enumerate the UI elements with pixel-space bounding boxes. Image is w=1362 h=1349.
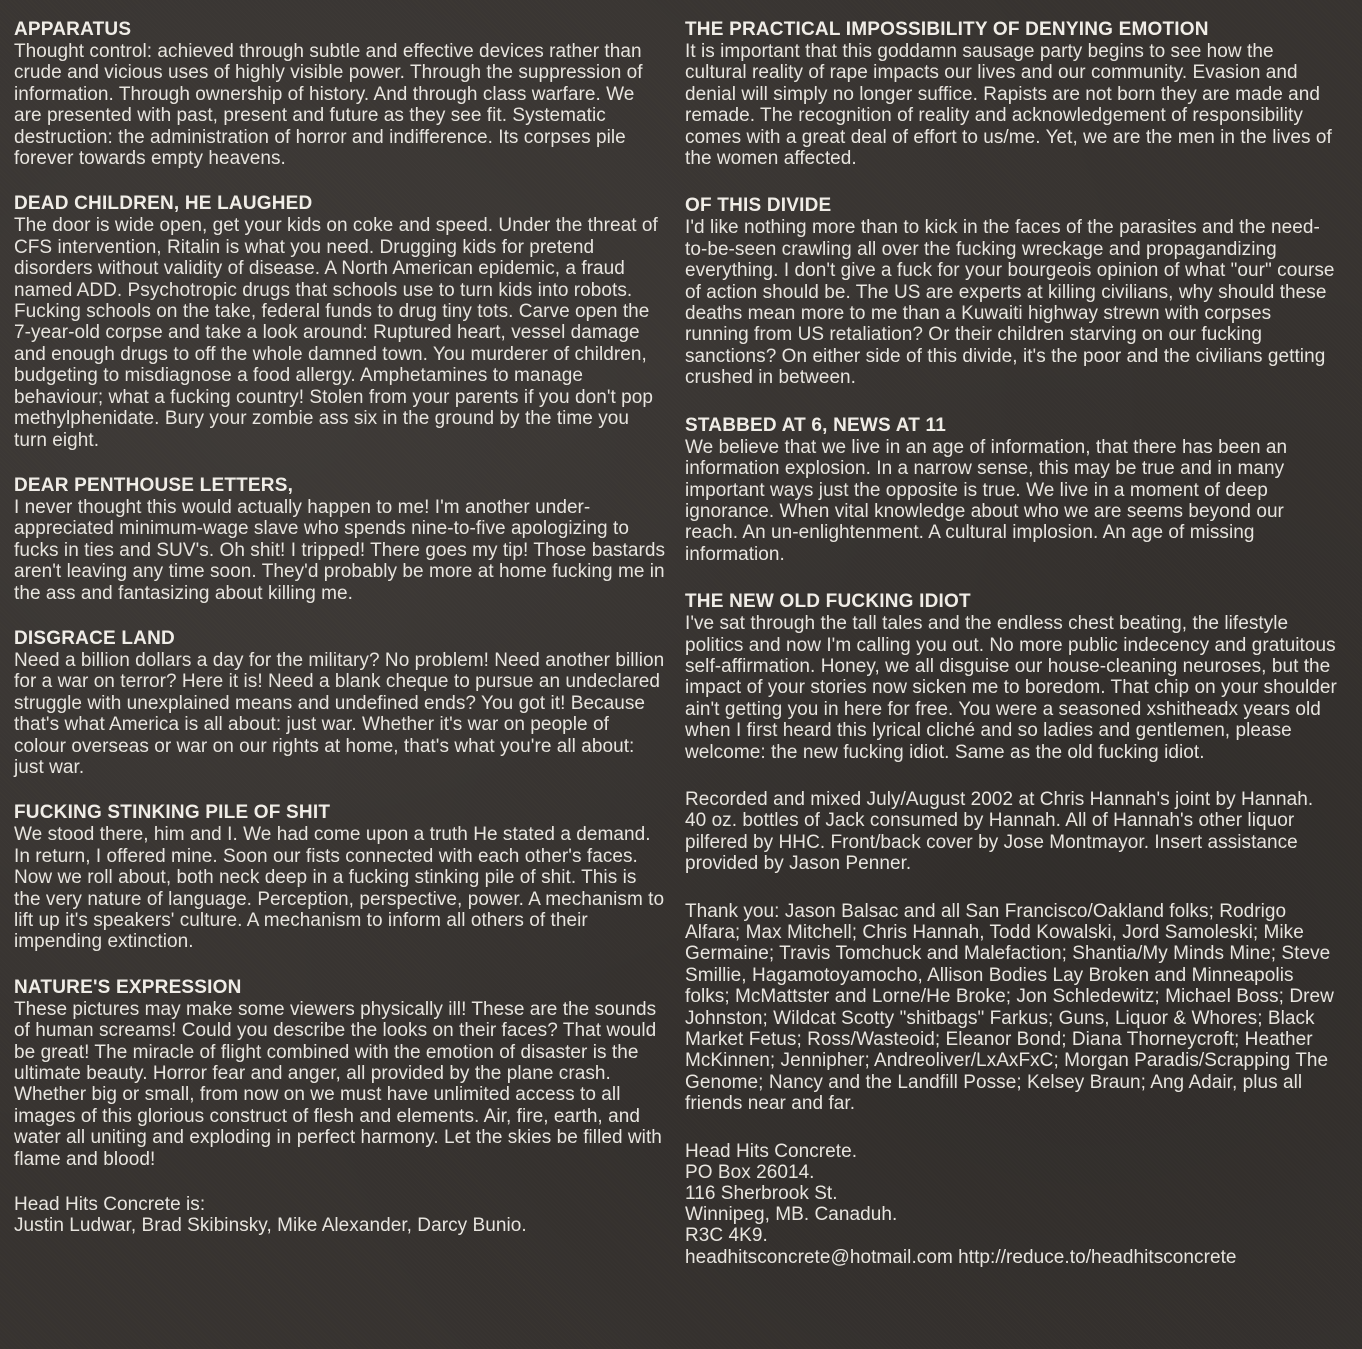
song-apparatus [14,19,666,169]
song-title: THE PRACTICAL IMPOSSIBILITY OF DENYING EMOTION [685,19,1209,40]
song-lyrics: We stood there, him and I. We had come upon a truth He stated a demand. In return, I offered mine. Soon our fists connected with each other's faces. Now we roll about, both neck deep in a fucking stinking pile of shit. This is the very nature of language. Perception, perspective, power. A mechanism to lift up it's speakers' culture. A mechanism to inform all others of their impending extinction. [14,824,665,953]
song-stinking-pile [14,802,666,952]
address-line: R3C 4K9. [685,1225,768,1247]
song-denying-emotion [685,19,1339,169]
song-lyrics: I'd like nothing more than to kick in the faces of the parasites and the need-to-be-seen crawling all over the fucking wreckage and propagandizing everything. I don't give a fuck for your bourgeois opinion of what "our" course of action should be. The US are experts at killing civilians, why should these deaths mean more to me than a Kuwaiti highway strewn with corpses running from US retaliation? Or their children starving on our fucking sanctions? On either side of this divide, it's the poor and the civilians getting crushed in between. [685,217,1335,389]
thanks-text: Thank you: Jason Balsac and all San Francisco/Oakland folks; Rodrigo Alfara; Max Mitchell; Chris Hannah, Todd Kowalski, Jord Samoleski; Mike Germaine; Travis Tomchuck and Malefaction; Shantia/My Minds Mine; Steve Smillie, Hagamotoyamocho, Allison Bodies Lay Broken and Minneapolis folks; McMattster and Lorne/He Broke; Jon Schledewitz; Michael Boss; Drew Johnston; Wildcat Scotty "shitbags" Farkus; Guns, Liquor & Whores; Black Market Fetus; Ross/Wasteoid; Eleanor Bond; Diana Thorneycroft; Heather McKinnen; Jennipher; Andreoliver/LxAxFxC; Morgan Paradis/Scrapping The Genome; Nancy and the Landfill Posse; Kelsey Braun; Ang Adair, plus all friends near and far. [685,900,1334,1115]
song-lyrics: It is important that this goddamn sausage party begins to see how the cultural reality of rape impacts our lives and our community. Evasion and denial will simply no longer suffice. Rapists are not born they are made and remade. The recognition of reality and acknowledgement of responsibility comes with a great deal of effort to us/me. Yet, we are the men in the lives of the women affected. [685,41,1332,170]
credits-text: Recorded and mixed July/August 2002 at Chris Hannah's joint by Hannah. 40 oz. bottles of Jack consumed by Hannah. All of Hannah's other liquor pilfered by HHC. Front/back cover by Jose Montmayor. Insert assistance provided by Jason Penner. [685,788,1314,875]
song-of-this-divide [685,195,1339,388]
song-title: DEAR PENTHOUSE LETTERS, [14,474,294,496]
song-lyrics: I've sat through the tall tales and the endless chest beating, the lifestyle politics and now I'm calling you out. No more public indecency and gratuitous self-affirmation. Honey, we all disguise our house-cleaning neuroses, but the impact of your stories now sicken me to boredom. That chip on your shoulder ain't getting you in here for free. You were a seasoned xshitheadx years old when I first heard this lyrical cliché and so ladies and gentlemen, please welcome: the new fucking idiot. Same as the old fucking idiot. [685,613,1337,763]
contact-address [685,1141,1339,1268]
address-line: Winnipeg, MB. Canaduh. [685,1204,898,1226]
song-dead-children [14,193,666,450]
song-title: APPARATUS [14,19,132,40]
address-line: 116 Sherbrook St. [685,1183,838,1205]
song-lyrics: Thought control: achieved through subtle and effective devices rather than crude and vicious uses of highly visible power. Through the suppression of information. Through ownership of history. And through class warfare. We are presented with past, present and future as they see fit. Systematic destruction: the administration of horror and indifference. Its corpses pile forever towards empty heavens. [14,41,643,170]
address-line: PO Box 26014. [685,1161,815,1183]
band-members [14,1194,666,1237]
song-new-old-idiot [685,591,1339,763]
song-disgrace-land [14,628,666,778]
recording-credits [685,789,1339,875]
right-column [685,19,1339,1268]
song-title: NATURE'S EXPRESSION [14,976,242,998]
members-list: Justin Ludwar, Brad Skibinsky, Mike Alexander, Darcy Bunio. [14,1215,527,1237]
song-title: DEAD CHILDREN, HE LAUGHED [14,193,313,215]
contact-email-url: headhitsconcrete@hotmail.com http://reduce.to/headhitsconcrete [685,1246,1237,1268]
song-lyrics: Need a billion dollars a day for the military? No problem! Need another billion for a war on terror? Here it is! Need a blank cheque to pursue an undeclared struggle with unexplained means and undefined ends? You got it! Because that's what America is all about: just war. Whether it's war on people of colour overseas or war on our rights at home, that's what you're all about: just war. [14,649,665,778]
song-title: DISGRACE LAND [14,627,175,649]
song-title: STABBED AT 6, NEWS AT 11 [685,414,946,436]
song-title: OF THIS DIVIDE [685,195,832,217]
address-line: Head Hits Concrete. [685,1140,858,1162]
song-stabbed-at-6 [685,415,1339,565]
song-natures-expression [14,977,666,1170]
left-column [14,19,666,1237]
thank-you-list [685,901,1339,1115]
members-heading: Head Hits Concrete is: [14,1194,206,1216]
song-title: FUCKING STINKING PILE OF SHIT [14,802,331,824]
song-lyrics: We believe that we live in an age of information, that there has been an information explosion. In a narrow sense, this may be true and in many important ways just the opposite is true. We live in a moment of deep ignorance. When vital knowledge about who we are seems beyond our reach. An un-enlightenment. A cultural implosion. An age of missing information. [685,436,1288,565]
song-title: THE NEW OLD FUCKING IDIOT [685,591,971,613]
song-lyrics: These pictures may make some viewers physically ill! These are the sounds of human screams! Could you describe the looks on their faces? That would be great! The miracle of flight combined with the emotion of disaster is the ultimate beauty. Horror fear and anger, all provided by the plane crash. Whether big or small, from now on we must have unlimited access to all images of this glorious construct of flesh and elements. Air, fire, earth, and water all uniting and exploding in perfect harmony. Let the skies be filled with flame and blood! [14,998,662,1170]
song-lyrics: The door is wide open, get your kids on coke and speed. Under the threat of CFS intervention, Ritalin is what you need. Drugging kids for pretend disorders without validity of disease. A North American epidemic, a fraud named ADD. Psychotropic drugs that schools use to turn kids into robots. Fucking schools on the take, federal funds to drug tiny tots. Carve open the 7-year-old corpse and take a look around: Ruptured heart, vessel damage and enough drugs to off the whole damned town. You murderer of children, budgeting to misdiagnose a food allergy. Amphetamines to manage behaviour; what a fucking country! Stolen from your parents if you don't pop methylphenidate. Bury your zombie ass six in the ground by the time you turn eight. [14,215,658,451]
song-lyrics: I never thought this would actually happen to me! I'm another under-appreciated minimum-wage slave who spends nine-to-five apologizing to fucks in ties and SUV's. Oh shit! I tripped! There goes my tip! Those bastards aren't leaving any time soon. They'd probably be more at home fucking me in the ass and fantasizing about killing me. [14,496,666,604]
song-dear-penthouse [14,475,666,604]
